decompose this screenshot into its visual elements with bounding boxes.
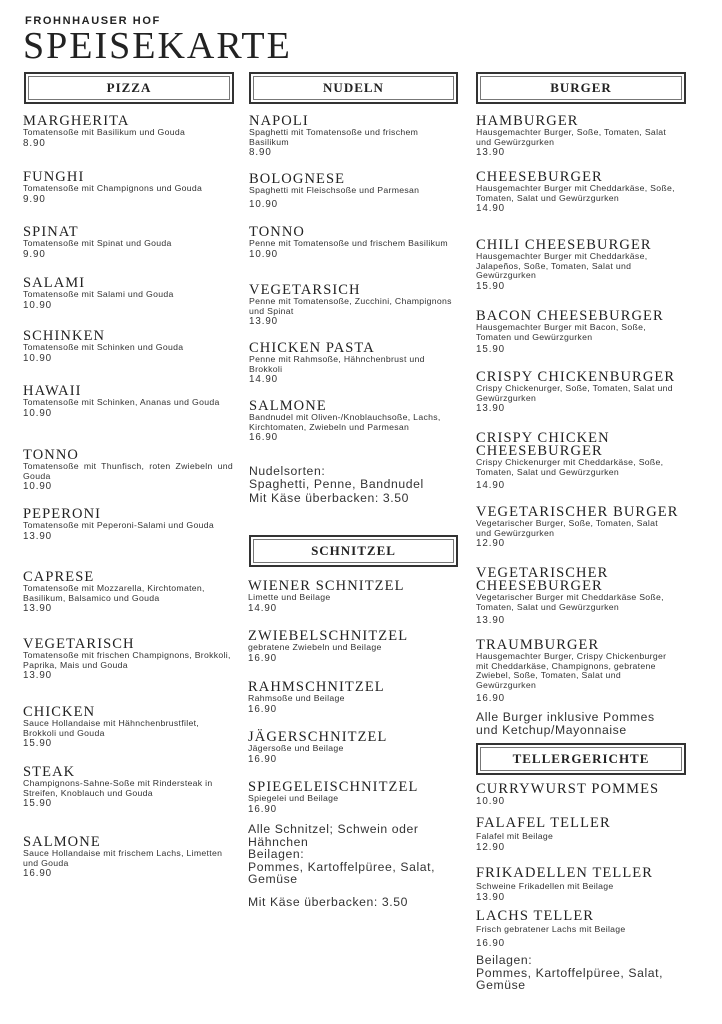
section-title: TELLERGERICHTE [512, 751, 650, 766]
menu-item [476, 432, 676, 492]
menu-item [476, 783, 676, 808]
item-price: 15.90 [476, 344, 506, 356]
item-price: 15.90 [23, 738, 53, 750]
item-name: SCHINKEN [23, 328, 106, 344]
item-price: 12.90 [476, 841, 506, 853]
menu-item [23, 706, 233, 750]
item-description: Tomatensoße mit frischen Champignons, Brokkoli, Paprika, Mais und Gouda [23, 650, 231, 670]
item-price: 14.90 [476, 480, 506, 492]
item-price: 14.90 [476, 203, 506, 215]
item-price: 16.90 [476, 937, 506, 949]
item-description: Frisch gebratener Lachs mit Beilage [476, 924, 626, 934]
item-description: Schweine Frikadellen mit Beilage [476, 881, 614, 891]
item-name: HAWAII [23, 383, 82, 399]
item-name: CAPRESE [23, 569, 95, 585]
menu-item [476, 910, 676, 950]
item-price: 14.90 [249, 374, 279, 386]
item-price: 16.90 [248, 753, 278, 765]
menu-item [23, 449, 233, 493]
item-description: Hausgemachter Burger mit Bacon, Soße, Tomaten und Gewürzgurken [476, 322, 646, 342]
item-name: VEGETARSICH [249, 282, 361, 298]
menu-item [476, 867, 676, 904]
item-name: TONNO [249, 224, 305, 240]
item-description: Spaghetti mit Tomatensoße und frischem Basilikum [249, 127, 419, 147]
item-price: 10.90 [23, 407, 53, 419]
item-name: FRIKADELLEN TELLER [476, 865, 653, 881]
item-description: Sauce Hollandaise mit Hähnchenbrustfilet, Brokkoli und Gouda [23, 718, 200, 738]
item-description: Vegetarischer Burger mit Cheddarkäse Soße, Tomaten, Salat und Gewürzgurken [476, 592, 664, 612]
menu-item [476, 567, 676, 627]
item-price: 10.90 [476, 796, 506, 807]
item-price: 12.90 [476, 538, 506, 550]
item-description: Hausgemachter Burger mit Cheddarkäse, Jalapeños, Soße, Tomaten, Salat und Gewürzgurken [476, 251, 648, 281]
item-description: Tomatensoße mit Peperoni-Salami und Gouda [23, 520, 214, 530]
item-price: 13.90 [476, 891, 506, 903]
item-description: Tomatensoße mit Schinken und Gouda [23, 342, 184, 352]
item-name: SPINAT [23, 224, 79, 240]
menu-item [476, 639, 676, 705]
menu-item [249, 284, 458, 328]
section-header-pizza [24, 72, 234, 104]
item-price: 13.90 [476, 403, 506, 415]
item-name: VEGETARISCH [23, 636, 135, 652]
menu-item [23, 330, 233, 365]
item-price: 10.90 [249, 248, 279, 260]
item-name: VEGETARISCHER CHEESEBURGER [476, 565, 609, 594]
menu-item [23, 277, 233, 312]
item-name: TONNO [23, 447, 79, 463]
item-price: 16.90 [249, 432, 279, 444]
item-name: WIENER SCHNITZEL [248, 578, 405, 594]
column-burger-teller [476, 72, 698, 996]
note-sides: Pommes, Kartoffelpüree, Salat, Gemüse [476, 965, 664, 992]
item-description: Tomatensoße mit Schinken, Ananas und Gouda [23, 397, 220, 407]
menu-item [249, 173, 458, 211]
item-description: Tomatensoße mit Thunfisch, roten Zwiebeln und Gouda [23, 461, 233, 481]
menu-item [476, 817, 676, 854]
item-name: PEPERONI [23, 506, 102, 522]
item-description: Sauce Hollandaise mit frischem Lachs, Limetten und Gouda [23, 848, 223, 868]
note-meat: Alle Schnitzel; Schwein oder Hähnchen [248, 822, 419, 849]
item-description: Hausgemachter Burger mit Cheddarkäse, Soße, Tomaten, Salat und Gewürzgurken [476, 183, 675, 203]
menu-item [476, 371, 676, 415]
item-description: Tomatensoße mit Spinat und Gouda [23, 238, 172, 248]
item-price: 8.90 [249, 147, 272, 159]
section-header-burger [476, 72, 686, 104]
item-name: FALAFEL TELLER [476, 815, 611, 831]
item-price: 9.90 [23, 248, 46, 260]
note-label: Beilagen: [248, 847, 305, 861]
item-description: Jägersoße und Beilage [248, 743, 344, 753]
item-description: Penne mit Tomatensoße, Zucchini, Champignons und Spinat [249, 296, 452, 316]
item-name: CHICKEN [23, 704, 96, 720]
item-price: 13.90 [249, 316, 279, 328]
item-name: SALMONE [23, 834, 101, 850]
section-title: BURGER [550, 80, 612, 95]
item-name: RAHMSCHNITZEL [248, 679, 385, 695]
section-header-schnitzel [249, 535, 458, 567]
menu-item [23, 171, 233, 206]
section-title: SCHNITZEL [311, 543, 396, 558]
menu-item [23, 571, 233, 615]
burger-note: Alle Burger inklusive Pommes und Ketchup/Mayonnaise [476, 710, 655, 737]
item-price: 16.90 [248, 652, 278, 664]
note-sides: Pommes, Kartoffelpüree, Salat, Gemüse [248, 859, 436, 886]
item-description: Tomatensoße mit Basilikum und Gouda [23, 127, 186, 137]
item-name: STEAK [23, 764, 76, 780]
item-price: 13.90 [23, 670, 53, 682]
item-name: CHICKEN PASTA [249, 340, 375, 356]
note-label: Nudelsorten: [249, 464, 326, 478]
item-price: 10.90 [249, 198, 279, 210]
item-name: NAPOLI [249, 113, 309, 129]
item-name: CURRYWURST POMMES [476, 781, 660, 797]
item-price: 13.90 [476, 147, 506, 159]
item-price: 16.90 [23, 868, 53, 880]
column-nudeln-schnitzel [249, 72, 458, 912]
menu-item [248, 580, 458, 615]
menu-item [476, 239, 676, 293]
menu-item [23, 115, 233, 150]
item-price: 16.90 [248, 703, 278, 715]
item-description: Spiegelei und Beilage [248, 793, 339, 803]
menu-item [249, 400, 458, 444]
pasta-types-note [249, 465, 458, 505]
item-name: BACON CHEESEBURGER [476, 308, 664, 324]
item-name: TRAUMBURGER [476, 637, 600, 653]
item-description: Vegetarischer Burger, Soße, Tomaten, Salat und Gewürzgurken [476, 518, 658, 538]
menu-item [23, 766, 233, 810]
item-description: Limette und Beilage [248, 592, 331, 602]
menu-item [476, 115, 676, 159]
item-description: Penne mit Rahmsoße, Hähnchenbrust und Brokkoli [249, 354, 425, 374]
item-price: 13.90 [23, 603, 53, 615]
item-price: 15.90 [476, 280, 506, 292]
item-description: Crispy Chickenurger, Soße, Tomaten, Salat und Gewürzgurken [476, 383, 673, 403]
item-description: Tomatensoße mit Champignons und Gouda [23, 183, 203, 193]
note-extra: Mit Käse überbacken: 3.50 [249, 491, 409, 505]
item-price: 8.90 [23, 137, 46, 149]
item-description: Penne mit Tomatensoße und frischem Basilikum [249, 238, 448, 248]
item-description: Tomatensoße mit Salami und Gouda [23, 289, 174, 299]
item-name: SALAMI [23, 275, 86, 291]
menu-item [23, 638, 233, 682]
item-description: Tomatensoße mit Mozzarella, Kirchtomaten, Basilikum, Balsamico und Gouda [23, 583, 205, 603]
item-description: Falafel mit Beilage [476, 831, 554, 841]
item-price: 13.90 [23, 530, 53, 542]
item-name: ZWIEBELSCHNITZEL [248, 628, 409, 644]
item-name: VEGETARISCHER BURGER [476, 504, 679, 520]
item-description: Hausgemachter Burger, Soße, Tomaten, Salat und Gewürzgurken [476, 127, 667, 147]
item-description: Spaghetti mit Fleischsoße und Parmesan [249, 185, 420, 195]
item-name: LACHS TELLER [476, 908, 595, 924]
item-name: CRISPY CHICKENBURGER [476, 369, 676, 385]
item-name: FUNGHI [23, 169, 85, 185]
note-label: Beilagen: [476, 953, 533, 967]
section-header-tellergerichte [476, 743, 686, 775]
menu-item [23, 385, 233, 420]
section-title: NUDELN [323, 80, 384, 95]
menu-item [23, 226, 233, 261]
item-name: HAMBURGER [476, 113, 579, 129]
menu-item [476, 171, 676, 215]
item-name: CHEESEBURGER [476, 169, 603, 185]
item-name: BOLOGNESE [249, 171, 346, 187]
item-description: Hausgemachter Burger, Crispy Chickenburger mit Cheddarkäse, Champignons, gebratene Zwiebel, Soße, Tomaten, Salat und Gewürzgurken [476, 651, 667, 690]
item-name: CHILI CHEESEBURGER [476, 237, 652, 253]
item-price: 15.90 [23, 798, 53, 810]
item-name: MARGHERITA [23, 113, 130, 129]
teller-sides-note [476, 954, 676, 992]
page-title: SPEISEKARTE [23, 25, 292, 67]
item-description: gebratene Zwiebeln und Beilage [248, 642, 382, 652]
note-extra: Mit Käse überbacken: 3.50 [248, 894, 408, 909]
menu-item [248, 630, 458, 665]
item-description: Rahmsoße und Beilage [248, 693, 345, 703]
item-price: 10.90 [23, 481, 53, 493]
menu-item [248, 781, 458, 816]
restaurant-name: FROHNHAUSER HOF [25, 15, 161, 27]
item-name: SPIEGELEISCHNITZEL [248, 779, 419, 795]
item-name: CRISPY CHICKEN CHEESEBURGER [476, 430, 610, 459]
menu-item [476, 506, 698, 550]
schnitzel-note [248, 823, 458, 908]
section-title: PIZZA [106, 80, 152, 95]
menu-item [248, 681, 458, 716]
menu-item [23, 508, 233, 543]
item-price: 10.90 [23, 299, 53, 311]
item-description: Champignons-Sahne-Soße mit Rindersteak in Streifen, Knoblauch und Gouda [23, 778, 213, 798]
menu-item [248, 731, 458, 766]
item-description: Bandnudel mit Oliven-/Knoblauchsoße, Lachs, Kirchtomaten, Zwiebeln und Parmesan [249, 412, 441, 432]
item-description: Crispy Chickenurger mit Cheddarkäse, Soße, Tomaten, Salat und Gewürzgurken [476, 457, 664, 477]
item-name: JÄGERSCHNITZEL [248, 729, 388, 745]
menu-item [23, 836, 233, 880]
item-price: 14.90 [248, 602, 278, 614]
item-price: 16.90 [476, 693, 506, 705]
note-text: Spaghetti, Penne, Bandnudel [249, 476, 424, 491]
column-pizza [23, 72, 233, 892]
menu-item [249, 226, 458, 261]
section-header-nudeln [249, 72, 458, 104]
menu-item [249, 115, 458, 159]
item-name: SALMONE [249, 398, 327, 414]
item-price: 10.90 [23, 352, 53, 364]
item-price: 16.90 [248, 803, 278, 815]
item-price: 13.90 [476, 615, 506, 627]
item-price: 9.90 [23, 193, 46, 205]
menu-item [476, 310, 676, 356]
menu-item [249, 342, 458, 386]
